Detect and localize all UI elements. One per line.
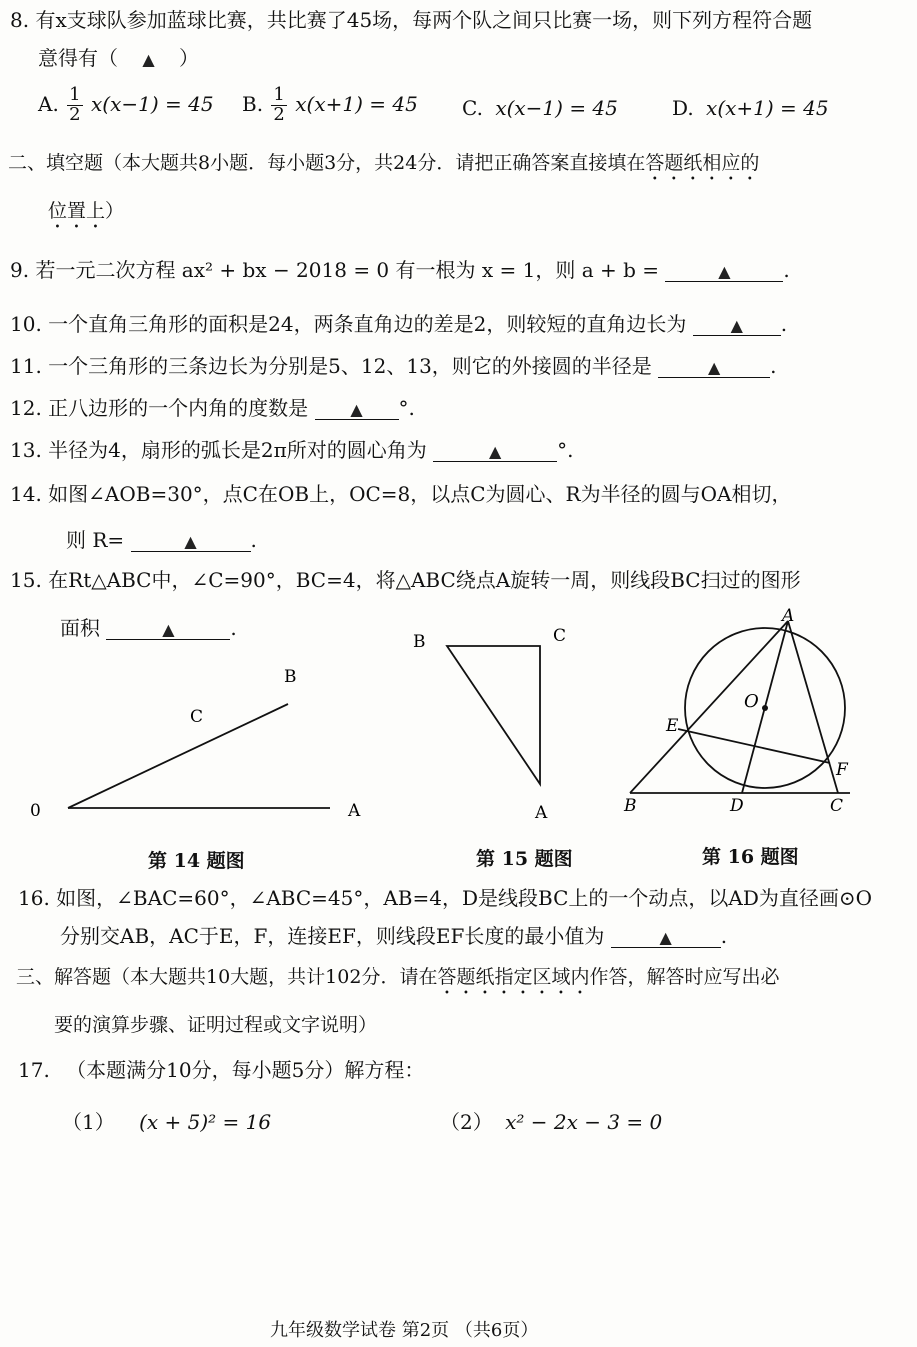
question-13: 13. 半径为4，扇形的弧长是2π所对的圆心角为 ▲ °.	[10, 438, 574, 462]
question-12-text: 正八边形的一个内角的度数是	[48, 396, 309, 420]
option-c: C. x(x−1) = 45	[462, 96, 618, 120]
label-e: E	[666, 716, 679, 736]
segment-ob	[68, 704, 288, 808]
segment-ef	[678, 729, 830, 763]
section-3-title-cont: 要的演算步骤、证明过程或文字说明）	[54, 1014, 378, 1036]
center-point	[762, 705, 768, 711]
figure-14-caption: 第 14 题图	[148, 850, 245, 872]
question-17-part-2: （2） x² − 2x − 3 = 0	[440, 1110, 663, 1134]
answer-blank: ▲	[611, 925, 721, 948]
label-d: D	[730, 796, 744, 816]
section-2-title: 二、填空题（本大题共8小题．每小题3分，共24分．请把正确答案直接填在答题纸相应的	[8, 152, 760, 174]
section-2-title-cont: 位置上）	[48, 200, 125, 222]
label-b: B	[624, 796, 637, 816]
question-17-part-1: （1） (x + 5)² = 16	[62, 1110, 272, 1134]
section-3-title: 三、解答题（本大题共10大题，共计102分．请在答题纸指定区域内作答，解答时应写出必	[16, 966, 780, 988]
fraction-half: $\frac{1}{2}$	[273, 84, 285, 125]
question-11: 11. 一个三角形的三条边长为分别是5、12、13，则它的外接圆的半径是 ▲ .	[10, 354, 777, 378]
label-a: A	[535, 803, 548, 823]
label-a: A	[782, 606, 795, 626]
answer-blank: ▲	[693, 313, 781, 336]
answer-blank-marker: ▲	[142, 50, 155, 69]
question-14-text: 如图∠AOB=30°，点C在OB上，OC=8，以点C为圆心、R为半径的圆与OA相切，	[48, 482, 792, 506]
label-c: C	[190, 707, 204, 727]
question-16-text: 如图，∠BAC=60°，∠ABC=45°，AB=4，D是线段BC上的一个动点，以AD为直径画⊙O	[56, 886, 873, 910]
answer-blank: ▲	[433, 439, 557, 462]
option-a: A. $\frac{1}{2}$ x(x−1) = 45	[38, 84, 214, 125]
segment-ac	[788, 621, 838, 793]
figure-16-caption: 第 16 题图	[702, 846, 799, 868]
label-c: C	[830, 796, 844, 816]
question-15: 15. 在Rt△ABC中，∠C=90°，BC=4，将△ABC绕点A旋转一周，则线段BC扫过的图形	[10, 568, 801, 592]
question-16: 16. 如图，∠BAC=60°，∠ABC=45°，AB=4，D是线段BC上的一个动点，以AD为直径画⊙O	[18, 886, 873, 910]
answer-blank: ▲	[106, 617, 230, 640]
figure-15	[405, 620, 585, 830]
page-footer: 九年级数学试卷 第2页 （共6页）	[270, 1320, 539, 1341]
figure-15-caption: 第 15 题图	[476, 848, 573, 870]
figure-14	[30, 660, 370, 830]
question-10-text: 一个直角三角形的面积是24，两条直角边的差是2，则较短的直角边长为	[48, 312, 687, 336]
label-b: B	[284, 667, 297, 687]
option-d: D. x(x+1) = 45	[672, 96, 829, 120]
label-f: F	[836, 760, 848, 780]
label-o: 0	[30, 801, 41, 821]
question-12: 12. 正八边形的一个内角的度数是 ▲ °.	[10, 396, 415, 420]
fraction-half: $\frac{1}{2}$	[69, 84, 81, 125]
question-14: 14. 如图∠AOB=30°，点C在OB上，OC=8，以点C为圆心、R为半径的圆与OA相切，	[10, 482, 792, 506]
option-b: B. $\frac{1}{2}$ x(x+1) = 45	[242, 84, 418, 125]
question-9-text: 若一元二次方程 ax² + bx − 2018 = 0 有一根为 x = 1，则 a + b =	[35, 258, 660, 282]
answer-blank: ▲	[131, 529, 251, 552]
figure-16	[610, 605, 900, 820]
question-number: 8.	[10, 8, 30, 32]
question-9: 9. 若一元二次方程 ax² + bx − 2018 = 0 有一根为 x = 1，则 a + b = ▲ .	[10, 258, 790, 282]
label-o: O	[744, 691, 759, 712]
question-13-text: 半径为4，扇形的弧长是2π所对的圆心角为	[48, 438, 427, 462]
label-c: C	[553, 626, 567, 646]
question-17: 17. （本题满分10分，每小题5分）解方程：	[18, 1058, 425, 1082]
question-8-line2: 意得有（ ▲ ）	[38, 46, 200, 70]
question-8	[10, 8, 812, 32]
label-b: B	[413, 632, 426, 652]
answer-blank: ▲	[665, 259, 783, 282]
question-17-text: （本题满分10分，每小题5分）解方程：	[66, 1058, 425, 1082]
answer-blank: ▲	[315, 397, 399, 420]
triangle-abc	[447, 646, 540, 784]
question-15-line2: 面积 ▲ .	[60, 616, 237, 640]
question-16-line2: 分别交AB，AC于E，F，连接EF，则线段EF长度的最小值为 ▲ .	[60, 924, 728, 948]
answer-blank: ▲	[658, 355, 770, 378]
question-10: 10. 一个直角三角形的面积是24，两条直角边的差是2，则较短的直角边长为 ▲ .	[10, 312, 788, 336]
question-11-text: 一个三角形的三条边长为分别是5、12、13，则它的外接圆的半径是	[48, 354, 652, 378]
label-a: A	[348, 801, 361, 821]
question-14-line2: 则 R= ▲ .	[66, 528, 257, 552]
question-8-text: 有x支球队参加蓝球比赛，共比赛了45场，每两个队之间只比赛一场，则下列方程符合题	[35, 8, 813, 32]
question-15-text: 在Rt△ABC中，∠C=90°，BC=4，将△ABC绕点A旋转一周，则线段BC扫过的图形	[48, 568, 801, 592]
